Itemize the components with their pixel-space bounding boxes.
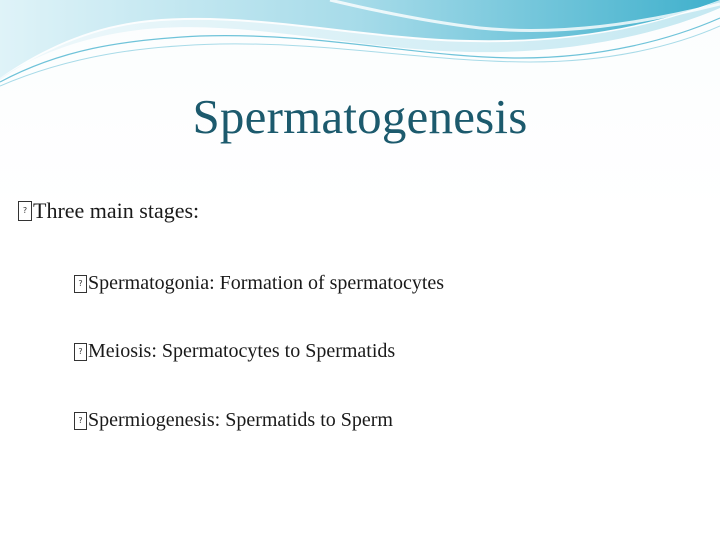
missing-glyph-box-icon: ? <box>74 275 87 293</box>
sub-bullet-text: Spermatogonia: Formation of spermatocytes <box>88 272 445 294</box>
sub-bullet-text: Meiosis: Spermatocytes to Spermatids <box>88 340 396 362</box>
missing-glyph-box-icon: ? <box>74 412 87 430</box>
sub-bullet-text: Spermiogenesis: Spermatids to Sperm <box>88 409 393 431</box>
sub-bullet-spermatogonia <box>74 272 444 295</box>
main-bullet-text: Three main stages: <box>33 198 200 223</box>
header-wave-decoration <box>0 0 720 90</box>
sub-bullet-spermiogenesis <box>74 409 393 432</box>
sub-bullet-meiosis <box>74 340 395 363</box>
main-bullet <box>18 198 199 224</box>
slide-title: Spermatogenesis <box>192 89 528 144</box>
missing-glyph-box-icon: ? <box>74 343 87 361</box>
missing-glyph-box-icon: ? <box>18 201 32 221</box>
